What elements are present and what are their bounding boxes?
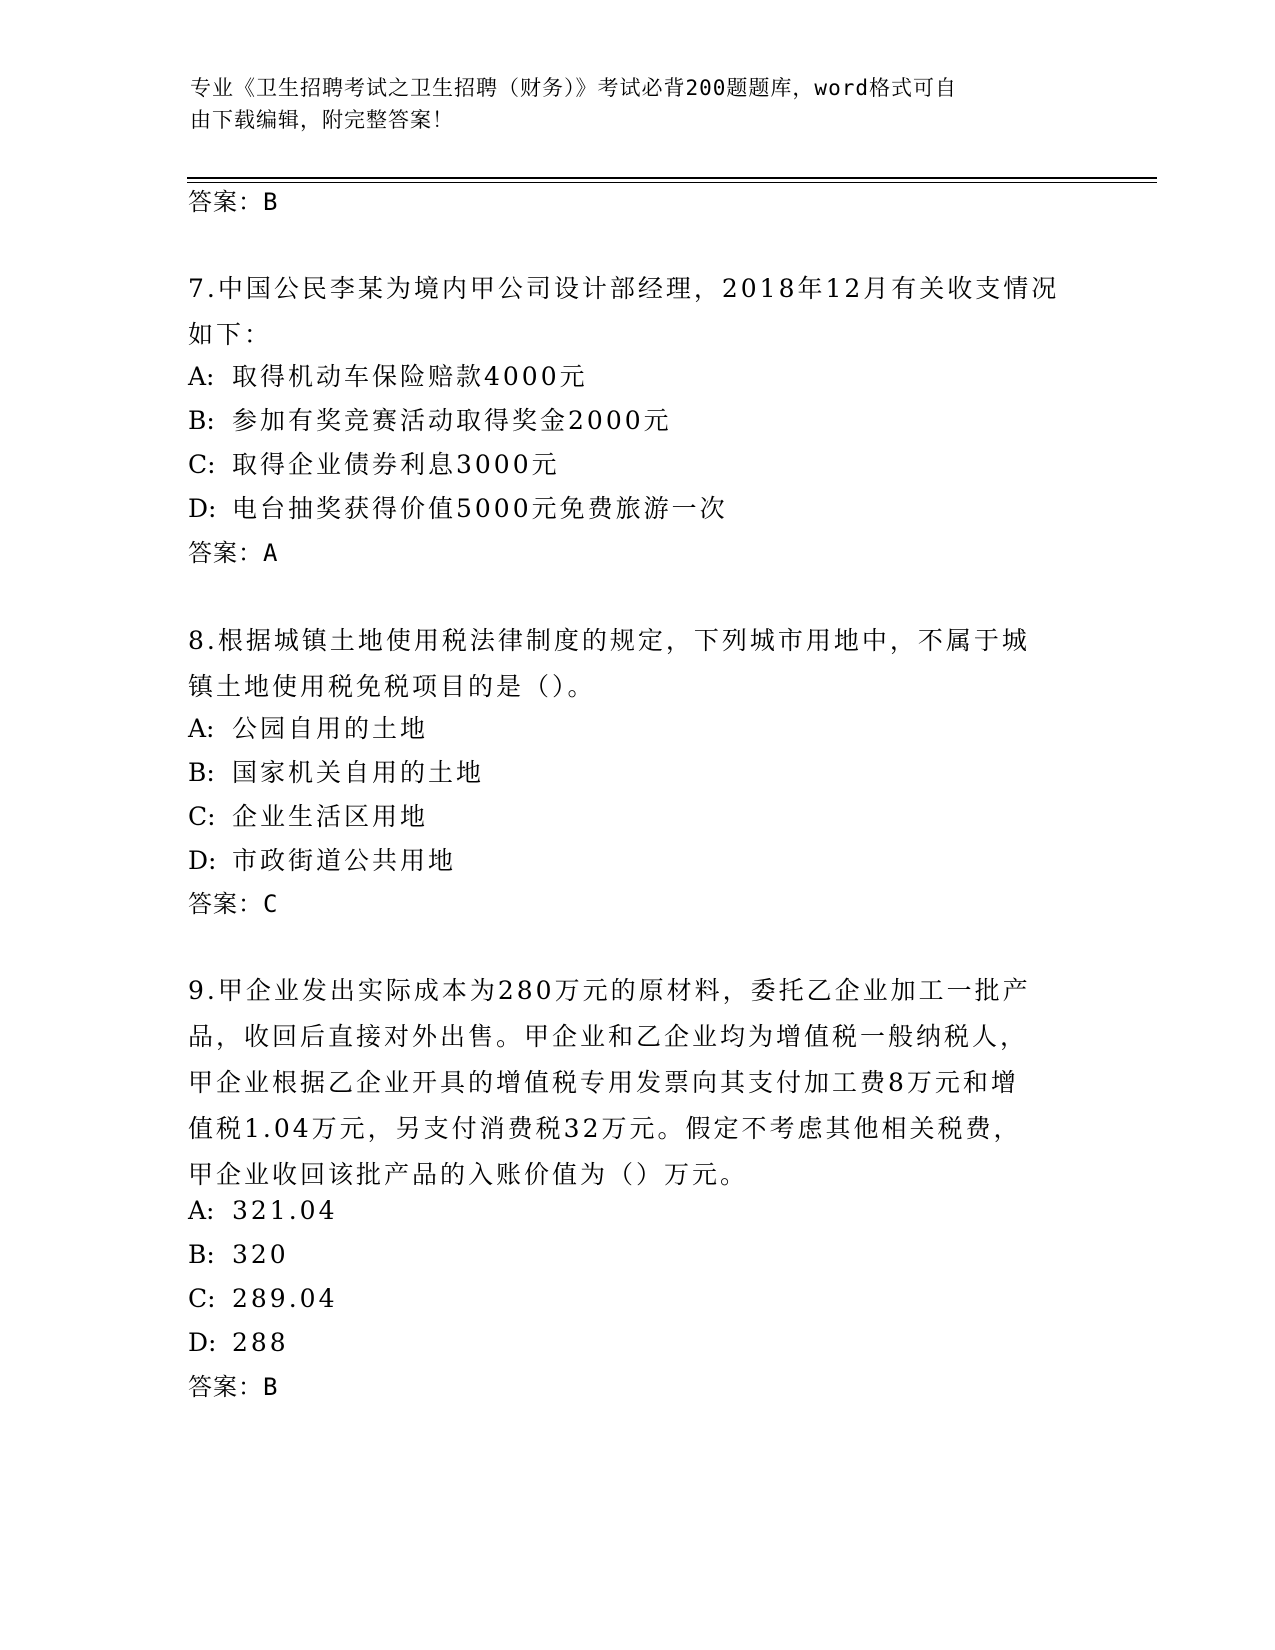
document-header [190,72,1090,136]
answer-question-8 [188,888,277,920]
question-7-option-b [188,398,1088,444]
question-7-option-c [188,442,1088,488]
option-text: 取得企业债券利息3000元 [232,450,560,479]
question-9-option-c [188,1276,1088,1322]
answer-label: 答案： [188,1373,263,1401]
question-7 [188,266,1088,358]
question-9 [188,968,1088,1198]
option-text: 企业生活区用地 [232,802,429,831]
question-9-line-4: 值税1.04万元，另支付消费税32万元。假定不考虑其他相关税费， [188,1114,1022,1143]
question-7-option-a [188,354,1088,400]
option-key: B: [188,406,215,435]
option-text: 取得机动车保险赔款4000元 [232,362,588,391]
answer-prev [188,186,277,218]
question-9-line-1: 9.甲企业发出实际成本为280万元的原材料，委托乙企业加工一批产 [188,976,1031,1005]
question-8-option-b [188,750,1088,796]
question-8 [188,618,1088,710]
question-8-line-1: 8.根据城镇土地使用税法律制度的规定，下列城市用地中，不属于城 [188,626,1030,655]
option-key: B: [188,1240,215,1269]
option-key: C: [188,450,216,479]
option-key: D: [188,846,217,875]
question-8-option-c [188,794,1088,840]
option-text: 国家机关自用的土地 [232,758,485,787]
question-9-line-3: 甲企业根据乙企业开具的增值税专用发票向其支付加工费8万元和增 [188,1068,1019,1097]
option-text: 公园自用的土地 [232,714,429,743]
answer-value: A [263,539,278,567]
question-7-line-1: 7.中国公民李某为境内甲公司设计部经理，2018年12月有关收支情况 [188,274,1060,303]
answer-label: 答案： [188,188,263,216]
option-key: C: [188,1284,216,1313]
question-9-option-a [188,1188,1088,1234]
option-key: A: [188,1196,215,1225]
option-text: 参加有奖竞赛活动取得奖金2000元 [232,406,672,435]
option-key: A: [188,714,215,743]
question-7-option-d [188,486,1088,532]
option-key: D: [188,1328,217,1357]
answer-value: B [263,1373,278,1401]
question-7-line-2: 如下： [188,320,273,349]
header-rule-thin [187,182,1157,183]
option-key: D: [188,494,217,523]
header-line-2: 由下载编辑，附完整答案！ [190,108,454,132]
option-text: 321.04 [232,1196,338,1225]
option-key: B: [188,758,215,787]
option-key: A: [188,362,215,391]
question-8-option-a [188,706,1088,752]
answer-question-7 [188,537,277,569]
answer-label: 答案： [188,539,263,567]
question-8-line-2: 镇土地使用税免税项目的是（）。 [188,672,596,701]
question-9-option-d [188,1320,1088,1366]
question-9-line-5: 甲企业收回该批产品的入账价值为（）万元。 [188,1160,749,1189]
question-9-line-2: 品，收回后直接对外出售。甲企业和乙企业均为增值税一般纳税人， [188,1022,1029,1051]
option-text: 320 [232,1240,289,1269]
option-text: 288 [232,1328,289,1357]
header-line-1: 专业《卫生招聘考试之卫生招聘（财务）》考试必背200题题库，word格式可自 [190,76,957,100]
answer-label: 答案： [188,890,263,918]
question-8-option-d [188,838,1088,884]
option-key: C: [188,802,216,831]
option-text: 电台抽奖获得价值5000元免费旅游一次 [232,494,728,523]
header-rule-thick [187,177,1157,179]
answer-value: B [263,188,278,216]
option-text: 市政街道公共用地 [232,846,457,875]
question-9-option-b [188,1232,1088,1278]
answer-question-9 [188,1371,277,1403]
option-text: 289.04 [232,1284,338,1313]
answer-value: C [263,890,278,918]
